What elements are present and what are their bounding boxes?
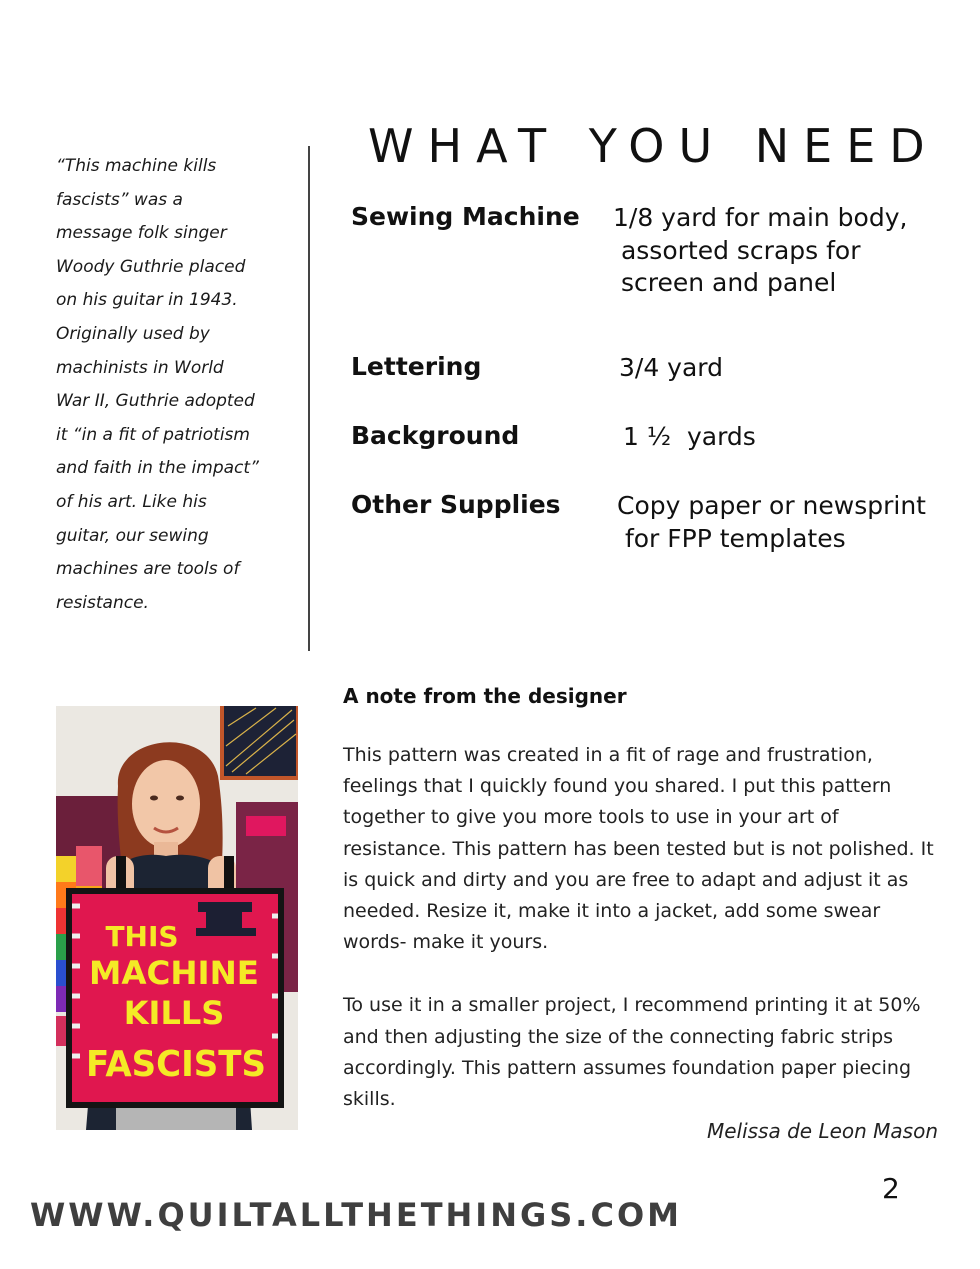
- supply-name-sewing-machine: Sewing Machine: [351, 202, 580, 231]
- bag-lettering-kills: KILLS: [123, 994, 225, 1032]
- supply-name-background: Background: [351, 421, 520, 450]
- note-paragraph-2: To use it in a smaller project, I recommend printing it at 50% and then adjusting the size of the connecting fabric strips accordingly. This pattern assumes foundation paper piecing skills.: [343, 994, 921, 1111]
- supply-quantity-lettering: 3/4 yard: [619, 353, 724, 382]
- designer-photo: [56, 706, 298, 1130]
- supply-name-lettering: Lettering: [351, 352, 482, 381]
- page-number: 2: [882, 1172, 900, 1205]
- supply-name-other-supplies: Other Supplies: [351, 490, 561, 519]
- bag-lettering-machine: MACHINE: [89, 954, 259, 992]
- designer-note: [343, 684, 943, 1115]
- bag-lettering-fascists: FASCISTS: [86, 1044, 266, 1085]
- supply-quantity-sewing-machine: 1/8 yard for main body, assorted scraps for screen and panel: [613, 203, 908, 297]
- supply-quantity-other-supplies: Copy paper or newsprint for FPP templates: [617, 491, 926, 553]
- note-paragraph-1: This pattern was created in a fit of rage and frustration, feelings that I quickly found you shared. I put this pattern together to give you more tools to use in your art of resistance. This pattern has been tested but is not polished. It is quick and dirty and you are free to adapt and adjust it as needed. Resize it, make it into a jacket, add some swear words- make it yours.: [343, 744, 934, 954]
- note-heading: A note from the designer: [343, 684, 627, 708]
- website-url: WWW.QUILTALLTHETHINGS.COM: [30, 1196, 682, 1234]
- bag-lettering-this: THIS: [105, 920, 179, 953]
- supply-quantity-background: 1 ½ yards: [623, 422, 756, 451]
- sidebar-quote: “This machine kills fascists” was a message folk singer Woody Guthrie placed on his guitar in 1943. Originally used by machinists in World War II, Guthrie adopted it “in a fit of patriotism and faith in the impact” of his art. Like his guitar, our sewing machines are tools of resistance.: [56, 156, 259, 613]
- designer-signature: Melissa de Leon Mason: [706, 1119, 938, 1143]
- vertical-divider: [308, 146, 310, 651]
- page-title: WHAT YOU NEED: [368, 118, 939, 173]
